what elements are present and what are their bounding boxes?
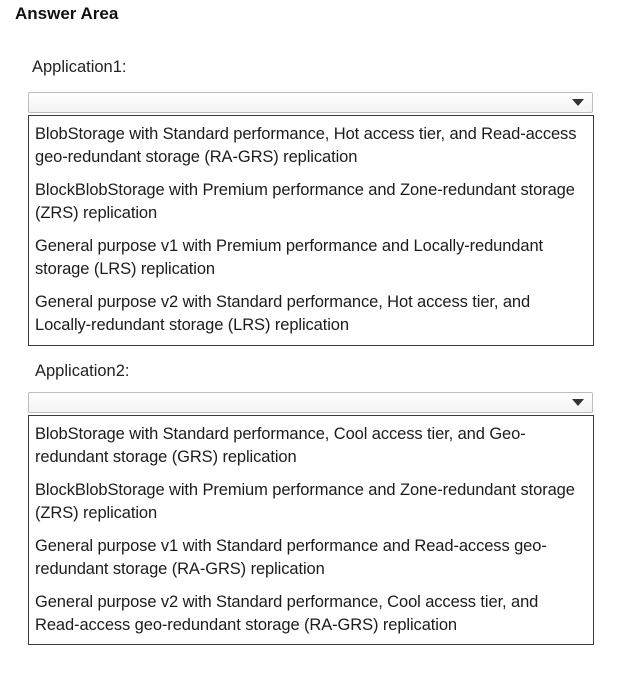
application1-options-list: [28, 115, 594, 346]
chevron-down-icon[interactable]: [572, 399, 584, 406]
application2-label: Application2:: [35, 362, 130, 380]
application1-option-2[interactable]: BlockBlobStorage with Premium performance and Zone-redundant storage (ZRS) replication: [35, 181, 575, 222]
application2-options-list: [28, 415, 594, 645]
application2-option-3[interactable]: General purpose v1 with Standard performance and Read-access geo-redundant storage (RA-GRS) replication: [35, 537, 547, 578]
application2-dropdown[interactable]: [28, 392, 593, 413]
application2-option-4[interactable]: General purpose v2 with Standard performance, Cool access tier, and Read-access geo-redundant storage (RA-GRS) replication: [35, 593, 539, 634]
application2-option-2[interactable]: BlockBlobStorage with Premium performance and Zone-redundant storage (ZRS) replication: [35, 481, 575, 522]
application1-option-3[interactable]: General purpose v1 with Premium performance and Locally-redundant storage (LRS) replication: [35, 237, 544, 278]
answer-area-title: Answer Area: [15, 4, 119, 23]
application1-label: Application1:: [32, 58, 127, 76]
chevron-down-icon[interactable]: [572, 99, 584, 106]
application1-option-1[interactable]: BlobStorage with Standard performance, Hot access tier, and Read-access geo-redundant storage (RA-GRS) replication: [35, 125, 577, 166]
application1-option-4[interactable]: General purpose v2 with Standard performance, Hot access tier, and Locally-redundant storage (LRS) replication: [35, 293, 531, 334]
application1-dropdown[interactable]: [28, 92, 593, 113]
application2-option-1[interactable]: BlobStorage with Standard performance, Cool access tier, and Geo-redundant storage (GRS) replication: [35, 425, 526, 466]
